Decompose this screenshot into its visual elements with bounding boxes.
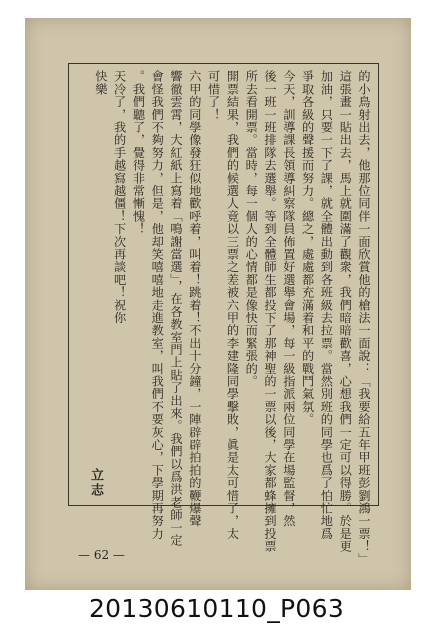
text-column: 可惜了！ <box>206 70 221 121</box>
image-caption: 20130610110_P063 <box>88 594 345 623</box>
text-column: 快樂 <box>93 70 108 96</box>
text-column: 這張畫一貼出去，馬上就圍滿了觀衆，我們暗暗歡喜，心想我們一定可以得勝。於是更 <box>338 70 353 553</box>
page-number: — 62 — <box>78 548 125 562</box>
text-column: 所去看開票。當時，每一個人的心情都是像快而緊張的。 <box>244 70 259 388</box>
text-column: 。我們聽了，覺得非常慚愧！ <box>131 70 146 236</box>
text-column: 天冷了，我的手越寫越僵！下次再談吧！祝你 <box>112 70 127 324</box>
text-column: 今天，訓導課長領導糾察隊員佈置好選舉會場，每一級指派兩位同學在場監督，然 <box>281 70 296 528</box>
text-column: 加油，只要一下了課，就全體出動到各班級去拉票。當然別班的同學也爲了怕忙地爲 <box>319 70 334 540</box>
text-column: 的小鳥射出去，他那位同伴一面欣賞他的槍法一面說：「我要給五年甲班彭劉鴻一票！」 <box>357 70 371 566</box>
signature: 立志 <box>88 468 103 498</box>
text-column: 響徹雲霄，大紅紙上寫着「鳴謝當選」，在各教室門上貼了出來。我們以爲洪老師一定 <box>169 70 184 547</box>
text-column: 後一班一班排隊去選舉。等到全體師生都投下了那神聖的一票以後，大家都蜂擁到投票 <box>263 70 278 553</box>
text-column: 開票結果，我們的候選人竟以三票之差被六甲的李建隆同學擊敗，眞是太可惜了，太 <box>225 70 240 540</box>
text-column: 爭取各級的聲援而努力。總之，處處都充滿着和平的戰鬥氣氛。 <box>300 70 315 426</box>
text-column: 六甲的同學像發狂似地歡呼着，叫着！跳着！不出十分鐘，一陣辟辟拍拍的鞭爆聲 <box>187 70 202 528</box>
text-column: 會怪我們不夠努力，但是，他却笑嘻嘻地走進教室，叫我們不要灰心，下學期再努力 <box>150 70 165 540</box>
